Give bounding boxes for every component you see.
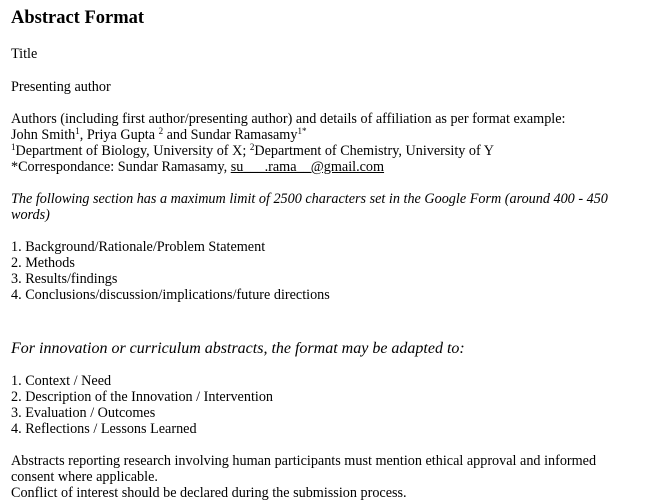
correspondence-line	[11, 159, 384, 175]
affiliation-marker: 1	[11, 142, 16, 152]
author-separator: , Priya Gupta	[79, 127, 159, 143]
affiliation-marker: 2	[249, 142, 255, 152]
list-item: 1. Background/Rationale/Problem Statement	[11, 239, 266, 255]
affiliation-text: Department of Chemistry, University of Y	[254, 143, 495, 159]
author-name: John Smith	[11, 127, 76, 143]
affiliation-marker: 2	[158, 126, 164, 136]
character-limit-note: The following section has a maximum limit of 2500 characters set in the Google Form (around 400 - 450	[11, 191, 608, 207]
page-title: Abstract Format	[11, 8, 145, 28]
author-separator: and Sundar Ramasamy	[163, 127, 298, 143]
affiliation-text: Department of Biology, University of X;	[15, 143, 250, 159]
correspondence-label: *Correspondance: Sundar Ramasamy,	[11, 159, 231, 175]
conflict-of-interest-note: Conflict of interest should be declared during the submission process.	[11, 485, 407, 501]
character-limit-note-continued: words)	[11, 207, 50, 223]
affiliation-marker: 1*	[297, 126, 307, 136]
authors-instruction: Authors (including first author/presenting author) and details of affiliation as per format example:	[11, 111, 566, 127]
list-item: 3. Evaluation / Outcomes	[11, 405, 156, 421]
affiliations-line	[11, 143, 494, 159]
presenting-author-label: Presenting author	[11, 79, 111, 95]
title-label: Title	[11, 46, 38, 62]
list-item: 3. Results/findings	[11, 271, 118, 287]
innovation-note: For innovation or curriculum abstracts, the format may be adapted to:	[11, 340, 465, 357]
affiliation-marker: 1	[75, 126, 80, 136]
list-item: 4. Conclusions/discussion/implications/future directions	[11, 287, 330, 303]
list-item: 2. Methods	[11, 255, 75, 271]
authors-example-line	[11, 127, 306, 143]
correspondence-email-link[interactable]: su___.rama__@gmail.com	[230, 159, 385, 175]
list-item: 4. Reflections / Lessons Learned	[11, 421, 197, 437]
ethics-note: Abstracts reporting research involving human participants must mention ethical approval and informed	[11, 453, 597, 469]
ethics-note-continued: consent where applicable.	[11, 469, 158, 485]
list-item: 1. Context / Need	[11, 373, 112, 389]
list-item: 2. Description of the Innovation / Intervention	[11, 389, 274, 405]
